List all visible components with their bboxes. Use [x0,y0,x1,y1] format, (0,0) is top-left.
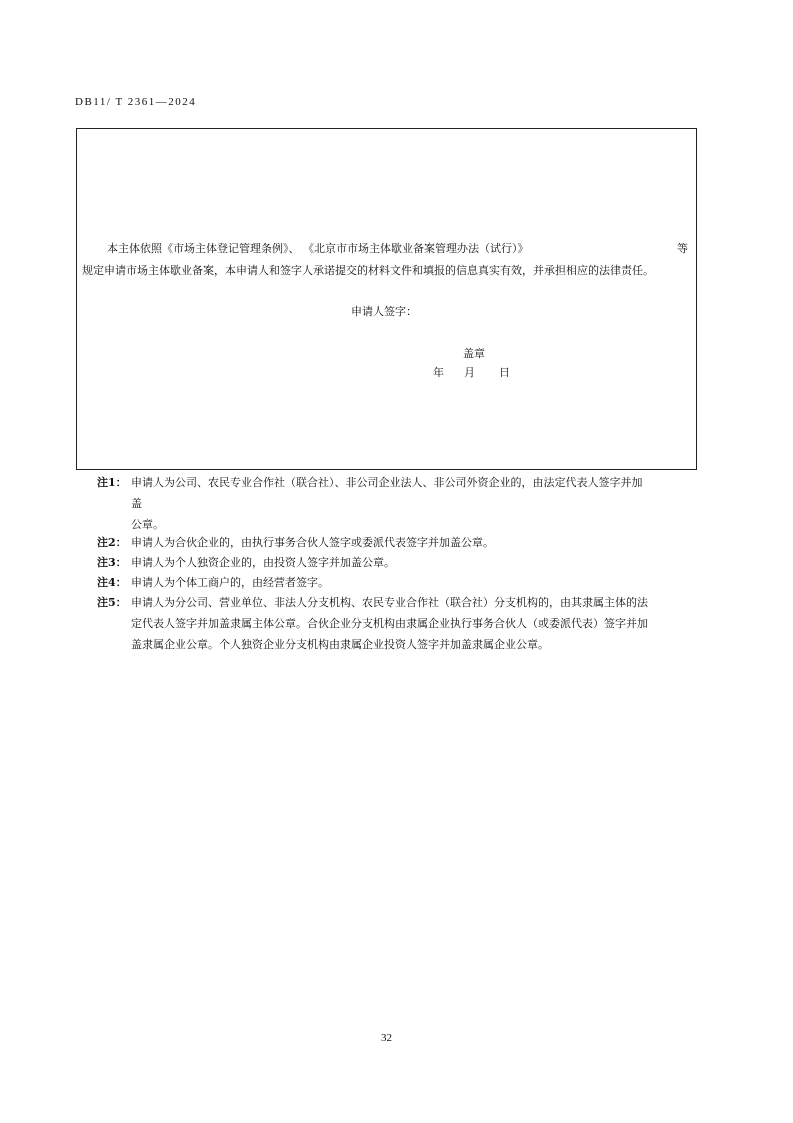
note-line: 申请人为个人独资企业的，由投资人签字并加盖公章。 [131,556,395,569]
note-line: 定代表人签字并加盖隶属主体公章。合伙企业分支机构由隶属企业执行事务合伙人（或委派代表）签字并加 [131,617,648,630]
page-number: 32 [381,1032,392,1044]
note-head: 注1： [97,476,127,489]
seal-label: 盖章 [463,347,485,360]
note-line: 申请人为合伙企业的，由执行事务合伙人签字或委派代表签字并加盖公章。 [131,536,494,549]
note-line: 公章。 [131,518,164,531]
date-day-label: 日 [499,366,510,379]
note-line: 申请人为个体工商户的，由经营者签字。 [131,576,329,589]
document-code: DB11/ T 2361—2024 [75,96,197,108]
commitment-text-line1-end: 等 [677,242,688,255]
date-row [433,364,510,380]
commitment-text-line2: 规定申请市场主体歇业备案，本申请人和签字人承诺提交的材料文件和填报的信息真实有效，并承担相应的法律责任。 [82,264,654,277]
commitment-box [76,128,697,470]
note-line: 申请人为分公司、营业单位、非法人分支机构、农民专业合作社（联合社）分支机构的，由其隶属主体的法 [131,596,648,609]
commitment-text-line1: 本主体依照《市场主体登记管理条例》、 《北京市市场主体歇业备案管理办法（试行）》 [107,242,529,255]
applicant-signature-label: 申请人签字： [351,305,417,318]
note-line: 盖隶属企业公章。个人独资企业分支机构由隶属企业投资人签字并加盖隶属企业公章。 [131,638,549,651]
note-head: 注2： [97,536,127,549]
note-line: 盖 [131,497,142,510]
note-line: 申请人为公司、农民专业合作社（联合社）、非公司企业法人、非公司外资企业的，由法定代表人签字并加 [131,476,643,489]
note-head: 注4： [97,576,127,589]
note-head: 注3： [97,556,127,569]
note-head: 注5： [97,596,127,609]
date-year-label: 年 [433,366,444,379]
date-month-label: 月 [464,366,475,379]
